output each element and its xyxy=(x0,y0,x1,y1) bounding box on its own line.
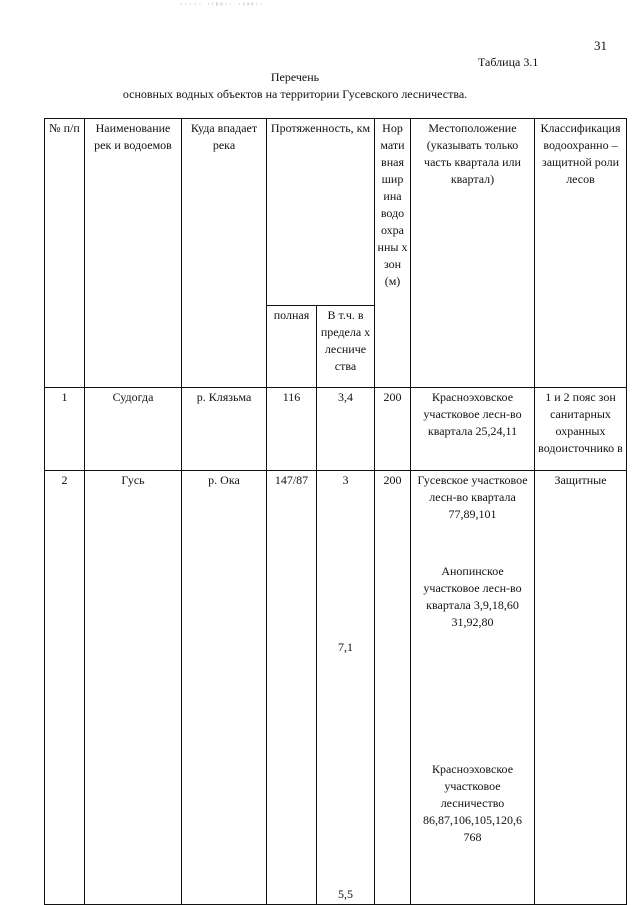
header-length-within: В т.ч. в предела х лесниче ства xyxy=(317,305,375,388)
cell-length-full: 116 xyxy=(267,388,317,471)
cell-zone-width: 200 xyxy=(375,388,411,471)
cell-num: 2 xyxy=(45,471,85,905)
subheader-name-empty xyxy=(85,305,182,388)
location-3: Красноэховское участковое лесничество 86,87,106,105,120,6 768 xyxy=(423,762,522,844)
document-subtitle: основных водных объектов на территории Гусевского лесничества. xyxy=(122,87,468,101)
header-length: Протяженность, км xyxy=(267,119,375,306)
spacer xyxy=(413,631,532,761)
table-row xyxy=(45,471,627,905)
cell-name: Гусь xyxy=(85,471,182,905)
cell-length-within xyxy=(317,471,375,905)
table-row xyxy=(45,388,627,471)
scan-marks: ····· ·ʳᵖᵖ·· ·ᵃᵃᵃ·· xyxy=(180,0,265,9)
water-objects-table xyxy=(44,118,627,905)
header-classification: Классификация водоохранно – защитной роли лесов xyxy=(535,119,627,306)
header-name: Наименование рек и водоемов xyxy=(85,119,182,306)
spacer xyxy=(319,489,372,639)
length-within-2: 7,1 xyxy=(338,640,353,654)
length-within-3: 5,5 xyxy=(338,887,353,901)
cell-zone-width: 200 xyxy=(375,471,411,905)
header-row xyxy=(45,119,627,306)
document-title: Перечень xyxy=(270,70,320,84)
subheader-flows-empty xyxy=(182,305,267,388)
table-reference: Таблица 3.1 xyxy=(478,55,539,69)
subheader-row xyxy=(45,305,627,388)
cell-num: 1 xyxy=(45,388,85,471)
cell-flows-into: р. Клязьма xyxy=(182,388,267,471)
spacer xyxy=(319,656,372,886)
cell-classification: Защитные xyxy=(535,471,627,905)
header-location: Местоположение (указывать только часть квартала или квартал) xyxy=(411,119,535,306)
location-1: Гусевское участковое лесн-во квартала 77,89,101 xyxy=(417,473,528,521)
subheader-location-empty xyxy=(411,305,535,388)
header-length-full: полная xyxy=(267,305,317,388)
header-num: № п/п xyxy=(45,119,85,306)
header-flows-into: Куда впадает река xyxy=(182,119,267,306)
cell-classification: 1 и 2 пояс зон санитарных охранных водоисточнико в xyxy=(535,388,627,471)
header-zone-width: Нор мати вная шир ина водо охра нны х зон (м) xyxy=(375,119,411,388)
cell-location: Красноэховское участковое лесн-во квартала 25,24,11 xyxy=(411,388,535,471)
cell-location xyxy=(411,471,535,905)
location-2: Анопинское участковое лесн-во квартала 3,9,18,60 31,92,80 xyxy=(423,564,522,629)
subheader-class-empty xyxy=(535,305,627,388)
cell-length-full: 147/87 xyxy=(267,471,317,905)
length-within-1: 3 xyxy=(342,473,349,487)
spacer xyxy=(413,523,532,563)
page-number: 31 xyxy=(594,38,607,53)
cell-name: Судогда xyxy=(85,388,182,471)
cell-length-within: 3,4 xyxy=(317,388,375,471)
cell-flows-into: р. Ока xyxy=(182,471,267,905)
subheader-num-empty xyxy=(45,305,85,388)
